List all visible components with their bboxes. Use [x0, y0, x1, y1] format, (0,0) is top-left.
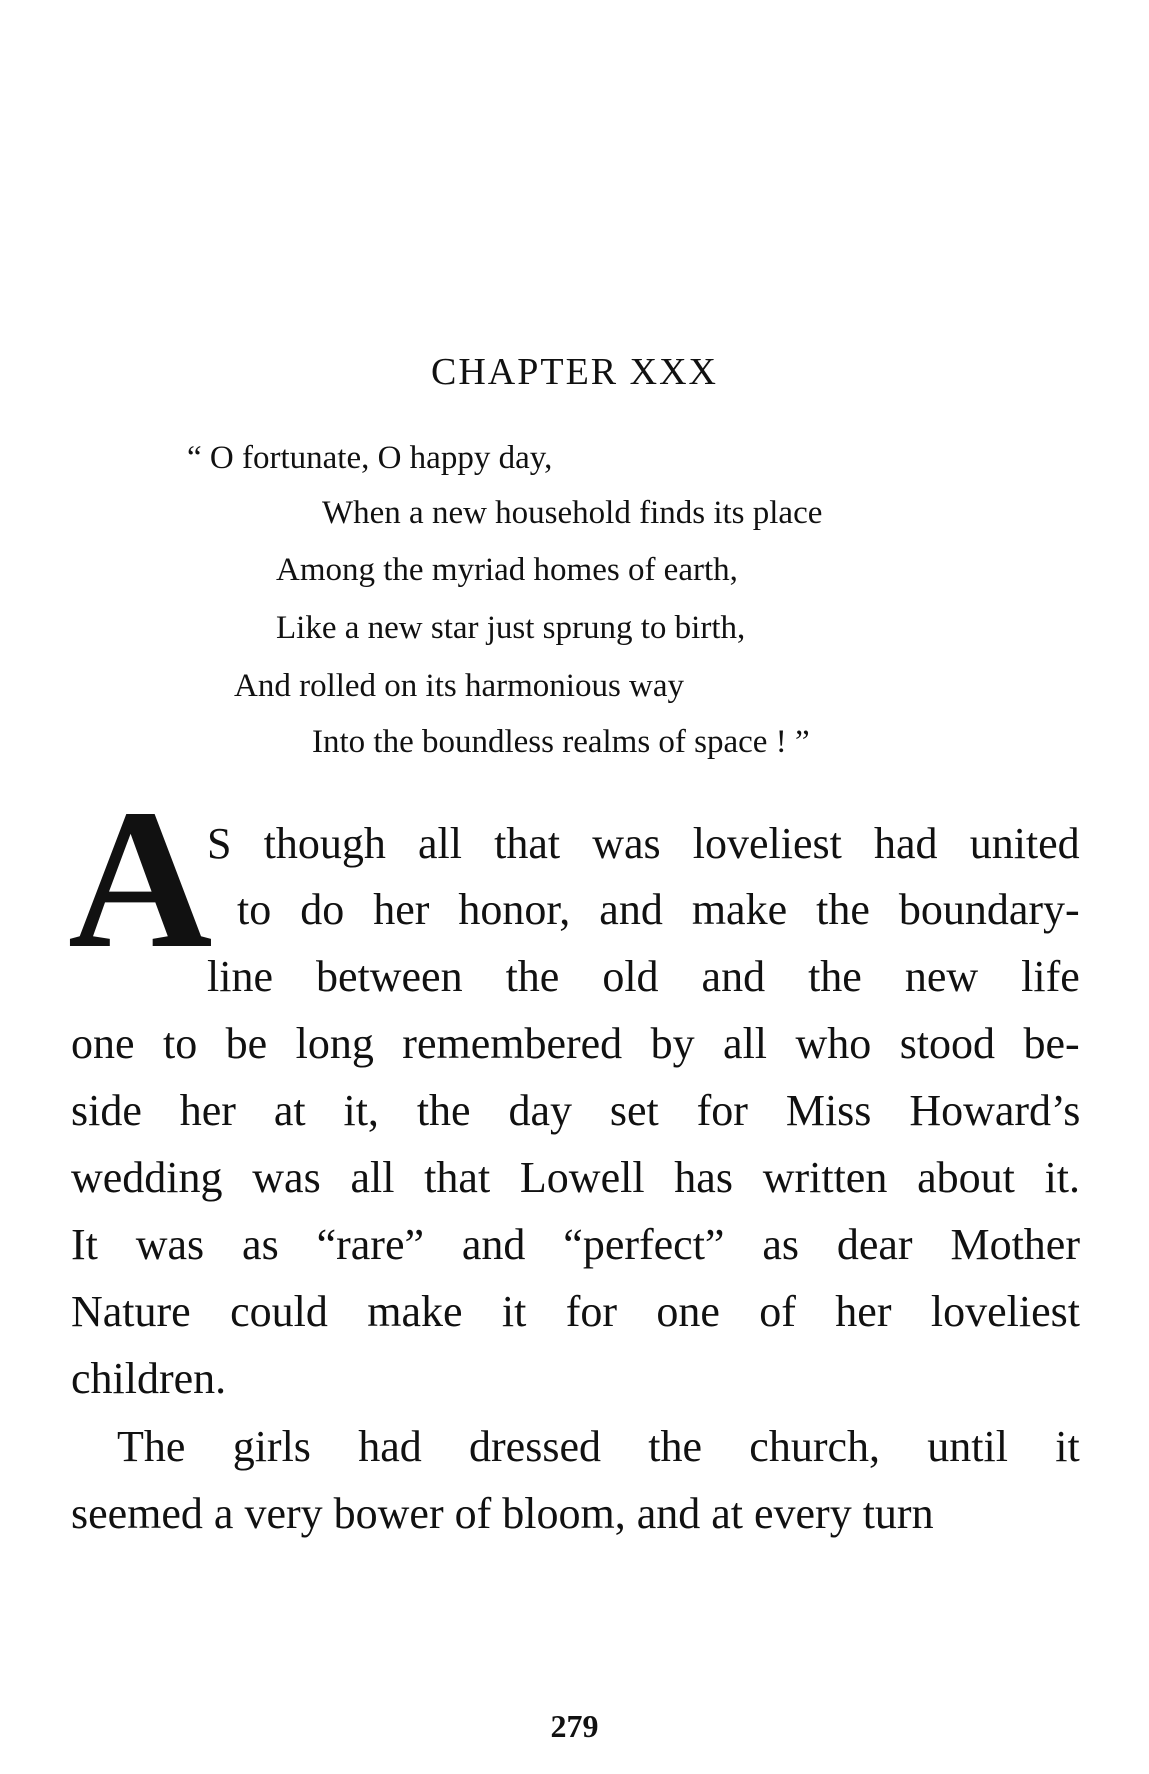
paragraph-line: seemed a very bower of bloom, and at every turn: [71, 1489, 934, 1538]
epigraph-line: And rolled on its harmonious way: [234, 668, 685, 704]
page-number: 279: [550, 1708, 599, 1744]
paragraph-line: wedding was all that Lowell has written about it.: [71, 1153, 1081, 1202]
epigraph-line: “ O fortunate, O happy day,: [187, 440, 553, 476]
paragraph-line: side her at it, the day set for Miss Howard’s: [71, 1086, 1081, 1135]
paragraph-line: one to be long remembered by all who stood be-: [71, 1019, 1080, 1068]
epigraph-line: Among the myriad homes of earth,: [276, 552, 738, 588]
epigraph-line: Like a new star just sprung to birth,: [276, 610, 746, 646]
epigraph-line: When a new household finds its place: [322, 495, 823, 531]
paragraph-line: The girls had dressed the church, until it: [117, 1422, 1080, 1471]
paragraph-line: It was as “rare” and “perfect” as dear Mother: [71, 1220, 1080, 1269]
paragraph-line: line between the old and the new life: [207, 952, 1080, 1001]
drop-cap: A: [68, 769, 213, 990]
paragraph-line: S though all that was loveliest had united: [207, 819, 1080, 868]
paragraph-line: children.: [71, 1354, 227, 1403]
paragraph-line: Nature could make it for one of her loveliest: [71, 1287, 1080, 1336]
chapter-title: CHAPTER XXX: [431, 351, 718, 393]
paragraph-line: to do her honor, and make the boundary-: [237, 885, 1080, 934]
epigraph-line: Into the boundless realms of space ! ”: [312, 724, 810, 760]
